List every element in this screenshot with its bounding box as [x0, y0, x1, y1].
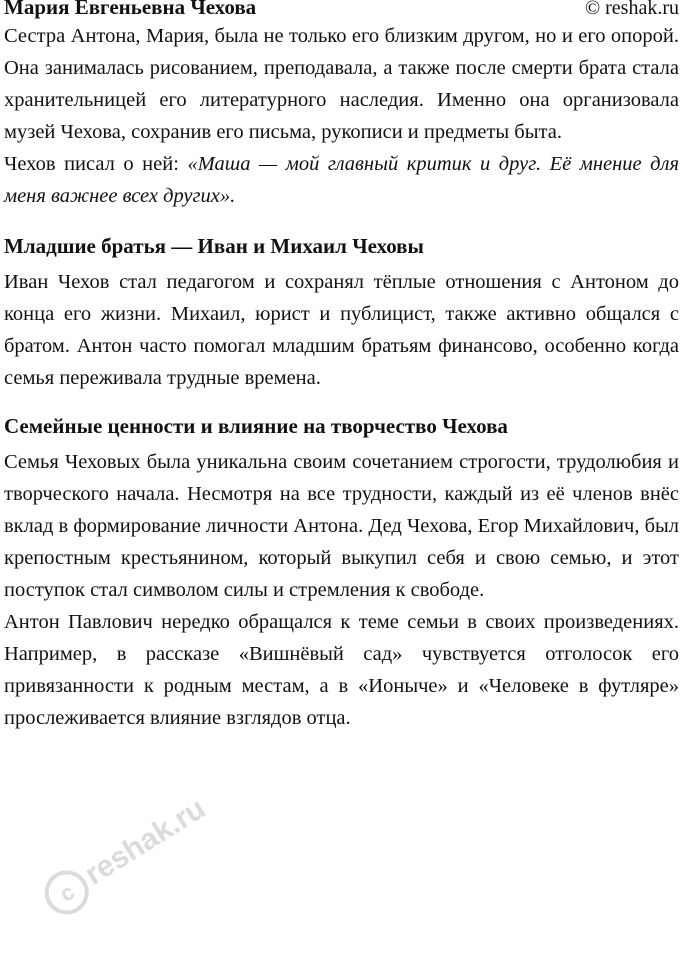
paragraph-maria: Сестра Антона, Мария, была не только его близким другом, но и его опорой. Она занималась рисованием, преподавала, а также после смерти брата стала хранительницей его литературного наследия. Именно она организовала музей Чехова, сохранив его письма, рукописи и предметы быта. [4, 25, 679, 143]
section-title-family-values: Семейные ценности и влияние на творчество Чехова [4, 414, 508, 438]
header-line [4, 0, 679, 20]
quote-end: . [230, 185, 236, 207]
quote-intro: Чехов писал о ней: [4, 153, 188, 175]
paragraph-family-values: Семья Чеховых была уникальна своим сочетанием строгости, трудолюбия и творческого начала. Несмотря на все трудности, каждый из её членов внёс вклад в формирование личности Антона. Дед Чехова, Егор Михайлович, был крепостным крестьянином, который выкупил себя и свою семью, и этот поступок стал символом силы и стремления к свободе. [4, 451, 680, 601]
copyright-c-letter: c [55, 879, 79, 907]
section-title-brothers: Младшие братья — Иван и Михаил Чеховы [4, 234, 424, 258]
section-title-maria: Мария Евгеньевна Чехова [4, 0, 257, 19]
logo-text: reshak.ru [79, 791, 212, 892]
source-watermark: © reshak.ru [584, 0, 679, 19]
paragraph-brothers: Иван Чехов стал педагогом и сохранял тёплые отношения с Антоном до конца его жизни. Михаил, юрист и публицист, также активно общался с братом. Антон часто помогал младшим братьям финансово, особенно когда семья переживала трудные времена. [4, 271, 679, 389]
quote-text: «Маша — мой главный критик и друг. Её мнение для меня важнее всех других» [4, 153, 679, 207]
paragraph-family-theme: Антон Павлович нередко обращался к теме семьи в своих произведениях. Например, в рассказе «Вишнёвый сад» чувствуется отголосок его привязанности к родным местам, а в «Ионыче» и «Человеке в футляре» прослеживается влияние взглядов отца. [4, 611, 679, 729]
paragraph-quote [4, 148, 679, 212]
